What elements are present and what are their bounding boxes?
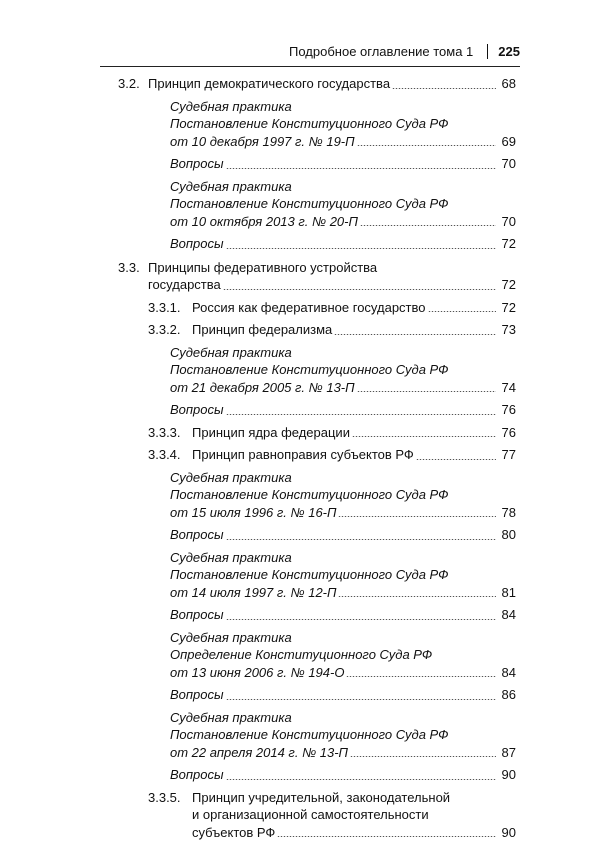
toc-entry-line: Постановление Конституционного Суда РФ: [170, 487, 449, 502]
toc-section-entry: [118, 299, 516, 317]
dot-leader: [357, 391, 496, 392]
toc-entry-line: Определение Конституционного Суда РФ: [170, 647, 433, 662]
toc-case-law-entry: [118, 709, 516, 762]
toc-page-number: 73: [501, 322, 516, 337]
toc-entry-line: Принцип федерализма: [192, 322, 333, 337]
dot-leader: [226, 248, 496, 249]
header-rule: [100, 66, 520, 67]
toc-page-number: 68: [501, 76, 516, 91]
toc-case-law-entry: [118, 344, 516, 397]
toc-case-law-entry: [118, 98, 516, 151]
toc-page-number: 87: [501, 744, 516, 760]
running-header-title: Подробное оглавление тома 1: [289, 44, 474, 59]
toc-entry-line: от 10 декабря 1997 г. № 19-П: [170, 133, 355, 149]
toc-entry-line: Принцип демократического государства: [148, 76, 391, 91]
toc-questions-entry: [118, 235, 516, 253]
toc-page-number: 76: [501, 424, 516, 440]
toc-entry-text: [118, 321, 498, 339]
toc-entry-line: Постановление Конституционного Суда РФ: [170, 362, 449, 377]
toc-entry-text: [118, 709, 498, 762]
page-number: 225: [498, 44, 520, 59]
toc-entry-line: Судебная практика: [170, 98, 292, 114]
toc-entry-text: [118, 549, 498, 602]
toc-page-number: 74: [501, 379, 516, 395]
dot-leader: [226, 414, 496, 415]
toc-entry-line: Судебная практика: [170, 709, 292, 725]
toc-entry-line: Принцип равноправия субъектов РФ: [192, 447, 414, 462]
toc-page-number: 72: [501, 277, 516, 292]
toc-entry-text: [118, 766, 498, 784]
toc-page-number: 86: [501, 687, 516, 702]
toc-entry-text: [118, 686, 498, 704]
toc-entry-text: [118, 526, 498, 544]
toc-questions-entry: [118, 401, 516, 419]
toc-entry-line: Вопросы: [170, 236, 224, 251]
toc-entry-text: [118, 235, 498, 253]
toc-entry-text: [118, 178, 498, 231]
dot-leader: [277, 836, 496, 837]
dot-leader: [226, 779, 496, 780]
toc-entry-line: Вопросы: [170, 607, 224, 622]
toc-section-entry: [118, 789, 516, 842]
toc-entry-line: Судебная практика: [170, 344, 292, 360]
dot-leader: [226, 699, 496, 700]
toc-page-number: 72: [501, 299, 516, 315]
toc-entry-line: Вопросы: [170, 402, 224, 417]
running-header: [289, 44, 520, 59]
toc-entry-line: Вопросы: [170, 767, 224, 782]
toc-entry-number: 3.3.3.: [148, 424, 181, 440]
dot-leader: [338, 596, 496, 597]
toc-section-entry: [118, 321, 516, 339]
toc-entry-line: Постановление Конституционного Суда РФ: [170, 196, 449, 211]
dot-leader: [334, 334, 496, 335]
toc-page-number: 70: [501, 213, 516, 229]
toc-entry-line: от 15 июля 1996 г. № 16-П: [170, 504, 337, 520]
toc-entry-number: 3.2.: [118, 76, 140, 91]
dot-leader: [392, 88, 496, 89]
table-of-contents: [118, 75, 516, 846]
toc-entry-line: Судебная практика: [170, 549, 292, 565]
toc-entry-line: Постановление Конституционного Суда РФ: [170, 116, 449, 131]
toc-entry-line: Постановление Конституционного Суда РФ: [170, 567, 449, 582]
toc-entry-text: [118, 446, 498, 464]
toc-case-law-entry: [118, 178, 516, 231]
toc-entry-line: Судебная практика: [170, 629, 292, 645]
dot-leader: [352, 436, 496, 437]
toc-entry-line: Постановление Конституционного Суда РФ: [170, 727, 449, 742]
toc-case-law-entry: [118, 549, 516, 602]
dot-leader: [226, 539, 496, 540]
toc-page-number: 80: [501, 527, 516, 542]
toc-entry-text: [118, 424, 498, 442]
dot-leader: [346, 676, 496, 677]
dot-leader: [223, 289, 496, 290]
toc-entry-line: Принципы федеративного устройства: [148, 259, 378, 275]
dot-leader: [360, 225, 496, 226]
toc-entry-text: [118, 606, 498, 624]
toc-page-number: 76: [501, 402, 516, 417]
toc-entry-text: [118, 469, 498, 522]
toc-questions-entry: [118, 606, 516, 624]
toc-entry-line: Принцип учредительной, законодательной: [192, 789, 451, 805]
toc-entry-number: 3.3.: [118, 259, 140, 275]
toc-entry-line: субъектов РФ: [192, 824, 276, 840]
toc-questions-entry: [118, 526, 516, 544]
toc-entry-line: Вопросы: [170, 156, 224, 171]
toc-questions-entry: [118, 766, 516, 784]
toc-entry-text: [118, 629, 498, 682]
dot-leader: [226, 168, 496, 169]
toc-entry-line: и организационной самостоятельности: [192, 807, 429, 822]
toc-entry-line: Судебная практика: [170, 178, 292, 194]
toc-page-number: 77: [501, 447, 516, 462]
toc-entry-line: Россия как федеративное государство: [192, 299, 426, 315]
toc-entry-text: [118, 75, 498, 93]
toc-entry-line: от 22 апреля 2014 г. № 13-П: [170, 744, 348, 760]
toc-entry-line: государства: [148, 277, 221, 292]
toc-section-entry: [118, 446, 516, 464]
dot-leader: [350, 756, 496, 757]
toc-page-number: 90: [501, 767, 516, 782]
toc-section-entry: [118, 424, 516, 442]
toc-page-number: 84: [501, 664, 516, 680]
toc-entry-text: [118, 155, 498, 173]
toc-entry-text: [118, 259, 498, 294]
toc-case-law-entry: [118, 629, 516, 682]
toc-entry-line: Вопросы: [170, 527, 224, 542]
toc-entry-number: 3.3.1.: [148, 299, 181, 315]
dot-leader: [338, 516, 496, 517]
toc-entry-line: Вопросы: [170, 687, 224, 702]
dot-leader: [416, 459, 496, 460]
toc-section-entry: [118, 259, 516, 294]
toc-entry-number: 3.3.4.: [148, 447, 181, 462]
toc-entry-line: от 13 июня 2006 г. № 194-О: [170, 664, 345, 680]
toc-entry-text: [118, 98, 498, 151]
dot-leader: [428, 311, 497, 312]
toc-section-entry: [118, 75, 516, 93]
toc-entry-text: [118, 401, 498, 419]
toc-entry-text: [118, 344, 498, 397]
toc-page-number: 78: [501, 504, 516, 520]
toc-entry-text: [118, 789, 498, 842]
toc-page-number: 84: [501, 607, 516, 622]
toc-entry-line: от 21 декабря 2005 г. № 13-П: [170, 379, 355, 395]
toc-questions-entry: [118, 686, 516, 704]
toc-entry-number: 3.3.5.: [148, 789, 181, 805]
toc-case-law-entry: [118, 469, 516, 522]
toc-page-number: 69: [501, 133, 516, 149]
toc-page-number: 81: [501, 584, 516, 600]
toc-page-number: 70: [501, 156, 516, 171]
toc-entry-number: 3.3.2.: [148, 322, 181, 337]
toc-entry-line: Принцип ядра федерации: [192, 424, 350, 440]
toc-entry-line: Судебная практика: [170, 469, 292, 485]
toc-page-number: 72: [501, 236, 516, 251]
header-separator: [487, 44, 488, 59]
toc-entry-line: от 14 июля 1997 г. № 12-П: [170, 584, 337, 600]
dot-leader: [226, 619, 496, 620]
dot-leader: [357, 145, 496, 146]
toc-page-number: 90: [501, 824, 516, 840]
toc-entry-line: от 10 октября 2013 г. № 20-П: [170, 213, 358, 229]
toc-questions-entry: [118, 155, 516, 173]
toc-entry-text: [118, 299, 498, 317]
